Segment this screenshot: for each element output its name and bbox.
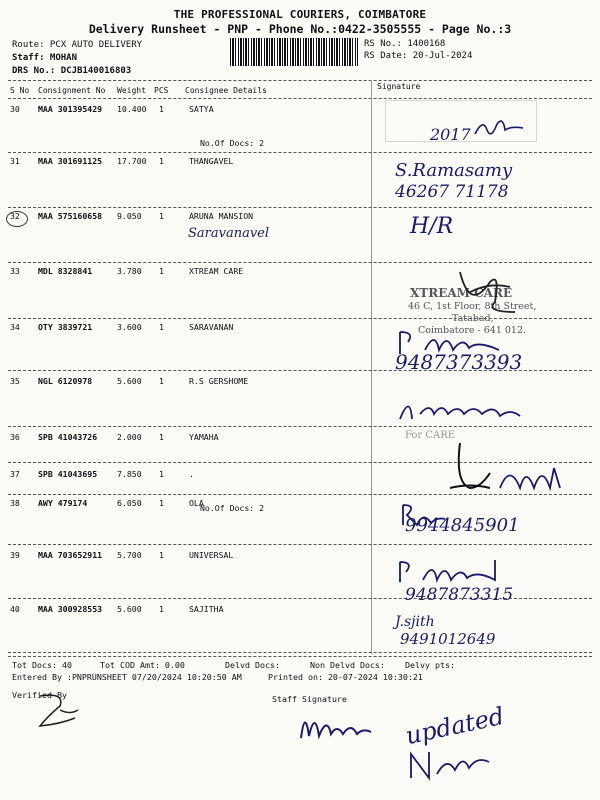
verified-by: Verified By <box>12 690 67 700</box>
hw-31a: S.Ramasamy <box>395 160 513 181</box>
barcode <box>230 38 358 66</box>
row-pcs: 1 <box>159 469 164 479</box>
hw-32a: Saravanavel <box>188 226 270 241</box>
signature-updated <box>405 742 495 787</box>
row-sno: 33 <box>10 266 20 276</box>
row-sno: 36 <box>10 432 20 442</box>
row-pcs: 1 <box>159 604 164 614</box>
runsheet-subtitle: Delivery Runsheet - PNP - Phone No.:0422-3505555 - Page No.:3 <box>88 22 512 36</box>
row-consignment-no: AWY 479174 <box>38 498 88 508</box>
staff-label: Staff: MOHAN <box>12 53 78 63</box>
row-pcs: 1 <box>159 211 164 221</box>
footer-rule <box>8 656 592 657</box>
signature-39 <box>395 556 555 586</box>
row-pcs: 1 <box>159 550 164 560</box>
row-consignee: XTREAM CARE <box>189 266 244 276</box>
hw-39: 9487873315 <box>405 585 514 605</box>
row-weight: 5.600 <box>117 604 142 614</box>
hw-40a: J.sjith <box>395 614 435 630</box>
row-consignment-no: MAA 301691125 <box>38 156 103 166</box>
row-consignee: THANGAVEL <box>189 156 234 166</box>
row-consignee: SAJITHA <box>189 604 224 614</box>
signature-staff <box>295 700 375 745</box>
row-consignee: SARAVANAN <box>189 322 234 332</box>
row-rule <box>8 652 592 653</box>
drs-number: DRS No.: DCJB140016803 <box>12 66 132 76</box>
row-consignment-no: MAA 703652911 <box>38 550 103 560</box>
rs-number: RS No.: 1400168 <box>364 39 446 49</box>
row-sno: 37 <box>10 469 20 479</box>
col-signature: Signature <box>377 82 421 91</box>
entered-by: Entered By :PNPRUNSHEET 07/20/2024 10:20:50 AM <box>12 672 242 682</box>
route-label: Route: PCX AUTO DELIVERY <box>12 40 143 50</box>
col-consignee: Consignee Details <box>185 86 267 95</box>
row-consignee: YAMAHA <box>189 432 219 442</box>
hw-40b: 9491012649 <box>400 630 496 648</box>
hw-38: 9944845901 <box>405 515 520 536</box>
row-weight: 3.600 <box>117 322 142 332</box>
non-delvd-docs: Non Delvd Docs: <box>310 660 385 670</box>
stamp-yamaha: For CARE <box>405 430 456 441</box>
row-consignment-no: OTY 3839721 <box>38 322 93 332</box>
row-pcs: 1 <box>159 104 164 114</box>
signature-30 <box>470 112 530 142</box>
row-consignment-no: MAA 575160658 <box>38 211 103 221</box>
row-sno: 39 <box>10 550 20 560</box>
signature-38 <box>395 500 465 530</box>
row-consignee: OLA <box>189 498 204 508</box>
hw-updated: updated <box>403 701 507 751</box>
row-rule <box>8 544 592 545</box>
signature-35 <box>395 394 555 429</box>
row-sno: 38 <box>10 498 20 508</box>
row-weight: 5.600 <box>117 376 142 386</box>
tot-cod: Tot COD Amt: 0.00 <box>100 660 185 670</box>
row-consignment-no: MAA 300928553 <box>38 604 103 614</box>
row-docs: No.Of Docs: 2 <box>200 138 265 148</box>
hw-32b: H/R <box>410 214 454 239</box>
row-consignment-no: SPB 41043695 <box>38 469 98 479</box>
row-consignment-no: MAA 301395429 <box>38 104 103 114</box>
row-sno: 30 <box>10 104 20 114</box>
row-pcs: 1 <box>159 376 164 386</box>
row-sno: 32 <box>10 211 20 221</box>
table-top-rule <box>8 80 592 81</box>
row-sno: 34 <box>10 322 20 332</box>
col-sno: S No <box>10 86 30 95</box>
row-weight: 2.000 <box>117 432 142 442</box>
signature-34 <box>395 322 565 362</box>
company-title: THE PROFESSIONAL COURIERS, COIMBATORE <box>173 8 427 21</box>
row-pcs: 1 <box>159 266 164 276</box>
row-weight: 5.700 <box>117 550 142 560</box>
row-weight: 10.400 <box>117 104 147 114</box>
stamp-xtream-name: XTREAM CARE <box>410 286 513 300</box>
row-pcs: 1 <box>159 432 164 442</box>
row-docs: No.Of Docs: 2 <box>200 503 265 513</box>
row-sno: 40 <box>10 604 20 614</box>
tot-docs: Tot Docs: 40 <box>12 660 72 670</box>
row-weight: 7.850 <box>117 469 142 479</box>
hw-31b: 46267 71178 <box>395 182 509 202</box>
col-pcs: PCS <box>154 86 169 95</box>
row-consignment-no: NGL 6120978 <box>38 376 93 386</box>
printed-on: Printed on: 20-07-2024 10:30:21 <box>268 672 423 682</box>
col-consignment: Consignment No <box>38 86 106 95</box>
row-weight: 9.050 <box>117 211 142 221</box>
row-weight: 3.780 <box>117 266 142 276</box>
delvd-docs: Delvd Docs: <box>225 660 280 670</box>
hw-34: 9487373393 <box>395 350 523 374</box>
col-weight: Weight <box>117 86 146 95</box>
hw-30: 2017 <box>430 125 471 144</box>
row-weight: 6.050 <box>117 498 142 508</box>
stamp-xtream-addr3: Coimbatore - 641 012. <box>418 325 527 336</box>
row-rule <box>8 207 592 208</box>
row-consignment-no: MDL 8328841 <box>38 266 93 276</box>
row-rule <box>8 152 592 153</box>
stamp-xtream-addr2: Tatabad, <box>452 313 494 324</box>
row-pcs: 1 <box>159 156 164 166</box>
row-pcs: 1 <box>159 322 164 332</box>
stamp-xtream-addr1: 46 C, 1st Floor, 8th Street, <box>408 301 537 312</box>
row-pcs: 1 <box>159 498 164 508</box>
row-consignment-no: SPB 41043726 <box>38 432 98 442</box>
row-sno: 35 <box>10 376 20 386</box>
row-consignee: . <box>189 469 194 479</box>
signature-divider <box>371 80 372 654</box>
staff-signature-label: Staff Signature <box>272 694 347 704</box>
signature-37 <box>495 458 575 498</box>
row-consignee: ARUNA MANSION <box>189 211 254 221</box>
rs-date: RS Date: 20-Jul-2024 <box>364 51 473 61</box>
row-consignee: SATYA <box>189 104 214 114</box>
row-consignee: R.S GERSHOME <box>189 376 249 386</box>
header-rule <box>8 98 592 99</box>
row-sno: 31 <box>10 156 20 166</box>
row-weight: 17.700 <box>117 156 147 166</box>
row-consignee: UNIVERSAL <box>189 550 234 560</box>
delvy-pts: Delvy pts: <box>405 660 455 670</box>
